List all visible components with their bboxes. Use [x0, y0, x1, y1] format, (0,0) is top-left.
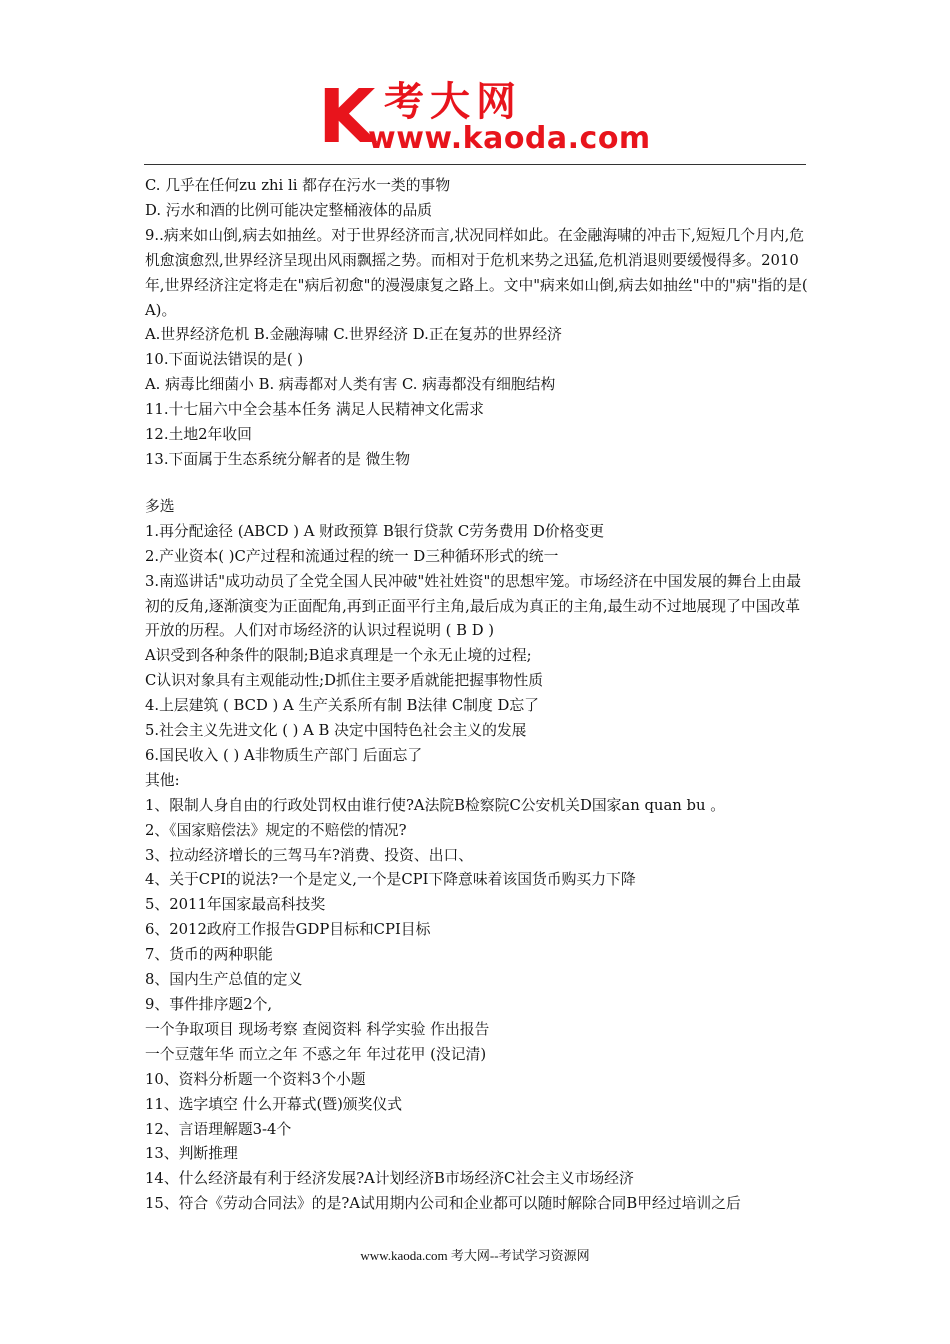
text-line: 13、判断推理: [145, 1145, 238, 1163]
text-line: 一个豆蔻年华 而立之年 不惑之年 年过花甲 (没记清): [145, 1045, 487, 1063]
question-3: 3.南巡讲话"成功动员了全党全国人民冲破"姓社姓资"的思想牢笼。市场经济在中国发展的舞台上由最初的反角,逐渐演变为正面配角,再到正面平行主角,最后成为真正的主角,最生动不过地展现了中国改革开放的历程。人们对市场经济的认识过程说明 ( B D ): [145, 572, 802, 640]
text-line: 1.再分配途径 (ABCD ) A 财政预算 B银行贷款 C劳务费用 D价格变更: [145, 522, 605, 540]
text-line: 8、国内生产总值的定义: [145, 971, 303, 989]
text-line: A.世界经济危机 B.金融海啸 C.世界经济 D.正在复苏的世界经济: [145, 326, 562, 344]
text-line: C. 几乎在任何zu zhi li 都存在污水一类的事物: [145, 177, 451, 194]
text-line: 12、言语理解题3-4个: [145, 1120, 292, 1138]
text-line: 1、限制人身自由的行政处罚权由谁行使?A法院B检察院C公安机关D国家an quan bu 。: [145, 796, 726, 814]
text-line: 10.下面说法错误的是( ): [145, 351, 304, 369]
text-line: 一个争取项目 现场考察 查阅资料 科学实验 作出报告: [145, 1020, 490, 1038]
section-heading-multi: 多选: [145, 497, 175, 515]
text-line: 11、选字填空 什么开幕式(暨)颁奖仪式: [145, 1095, 403, 1113]
text-line: 3、拉动经济增长的三驾马车?消费、投资、出口、: [145, 846, 474, 864]
text-line: D. 污水和酒的比例可能决定整桶液体的品质: [145, 201, 433, 219]
text-line: 2.产业资本( )C产过程和流通过程的统一 D三种循环形式的统一: [145, 547, 559, 565]
text-line: 6、2012政府工作报告GDP目标和CPI目标: [145, 921, 431, 939]
text-line: 7、货币的两种职能: [145, 946, 273, 964]
text-line: 12.土地2年收回: [145, 426, 252, 444]
page-footer: www.kaoda.com 考大网--考试学习资源网: [360, 1248, 590, 1263]
kaoda-logo: [318, 74, 651, 160]
text-line: 11.十七届六中全会基本任务 满足人民精神文化需求: [145, 401, 484, 419]
text-line: 10、资料分析题一个资料3个小题: [145, 1070, 366, 1088]
text-line: A. 病毒比细菌小 B. 病毒都对人类有害 C. 病毒都没有细胞结构: [145, 376, 556, 394]
text-line: 5.社会主义先进文化 ( ) A B 决定中国特色社会主义的发展: [145, 722, 527, 740]
header-divider: [144, 164, 806, 165]
document-body: [145, 174, 809, 1217]
text-line: 9、事件排序题2个,: [145, 996, 273, 1013]
text-line: 2、《国家赔偿法》规定的不赔偿的情况?: [145, 821, 407, 839]
logo-k-mark: K: [318, 74, 374, 160]
text-line: 4.上层建筑 ( BCD ) A 生产关系所有制 B法律 C制度 D忘了: [145, 697, 539, 715]
text-line: 5、2011年国家最高科技奖: [145, 896, 326, 914]
text-line: 4、关于CPI的说法?一个是定义,一个是CPI下降意味着该国货币购买力下降: [145, 871, 636, 889]
text-line: A识受到各种条件的限制;B追求真理是一个永无止境的过程;: [145, 647, 532, 665]
text-line: 6.国民收入 ( ) A非物质生产部门 后面忘了: [145, 746, 423, 764]
text-line: 13.下面属于生态系统分解者的是 微生物: [145, 450, 410, 468]
logo-url: www.kaoda.com: [368, 121, 651, 156]
text-line: 15、符合《劳动合同法》的是?A试用期内公司和企业都可以随时解除合同B甲经过培训之后: [145, 1195, 741, 1213]
text-line: 14、什么经济最有利于经济发展?A计划经济B市场经济C社会主义市场经济: [145, 1170, 634, 1188]
paragraph-gap: [145, 473, 809, 495]
text-line: C认识对象具有主观能动性;D抓住主要矛盾就能把握事物性质: [145, 672, 544, 690]
logo-title: 考大网: [384, 79, 522, 125]
section-heading-other: 其他:: [145, 771, 180, 789]
question-9: 9..病来如山倒,病去如抽丝。对于世界经济而言,状况同样如此。在金融海啸的冲击下,短短几个月内,危机愈演愈烈,世界经济呈现出风雨飘摇之势。而相对于危机来势之迅猛,危机消退则要缓慢得多。2010年,世界经济注定将走在"病后初愈"的漫漫康复之路上。文中"病来如山倒,病去如抽丝"中的"病"指的是( A)。: [145, 226, 808, 319]
